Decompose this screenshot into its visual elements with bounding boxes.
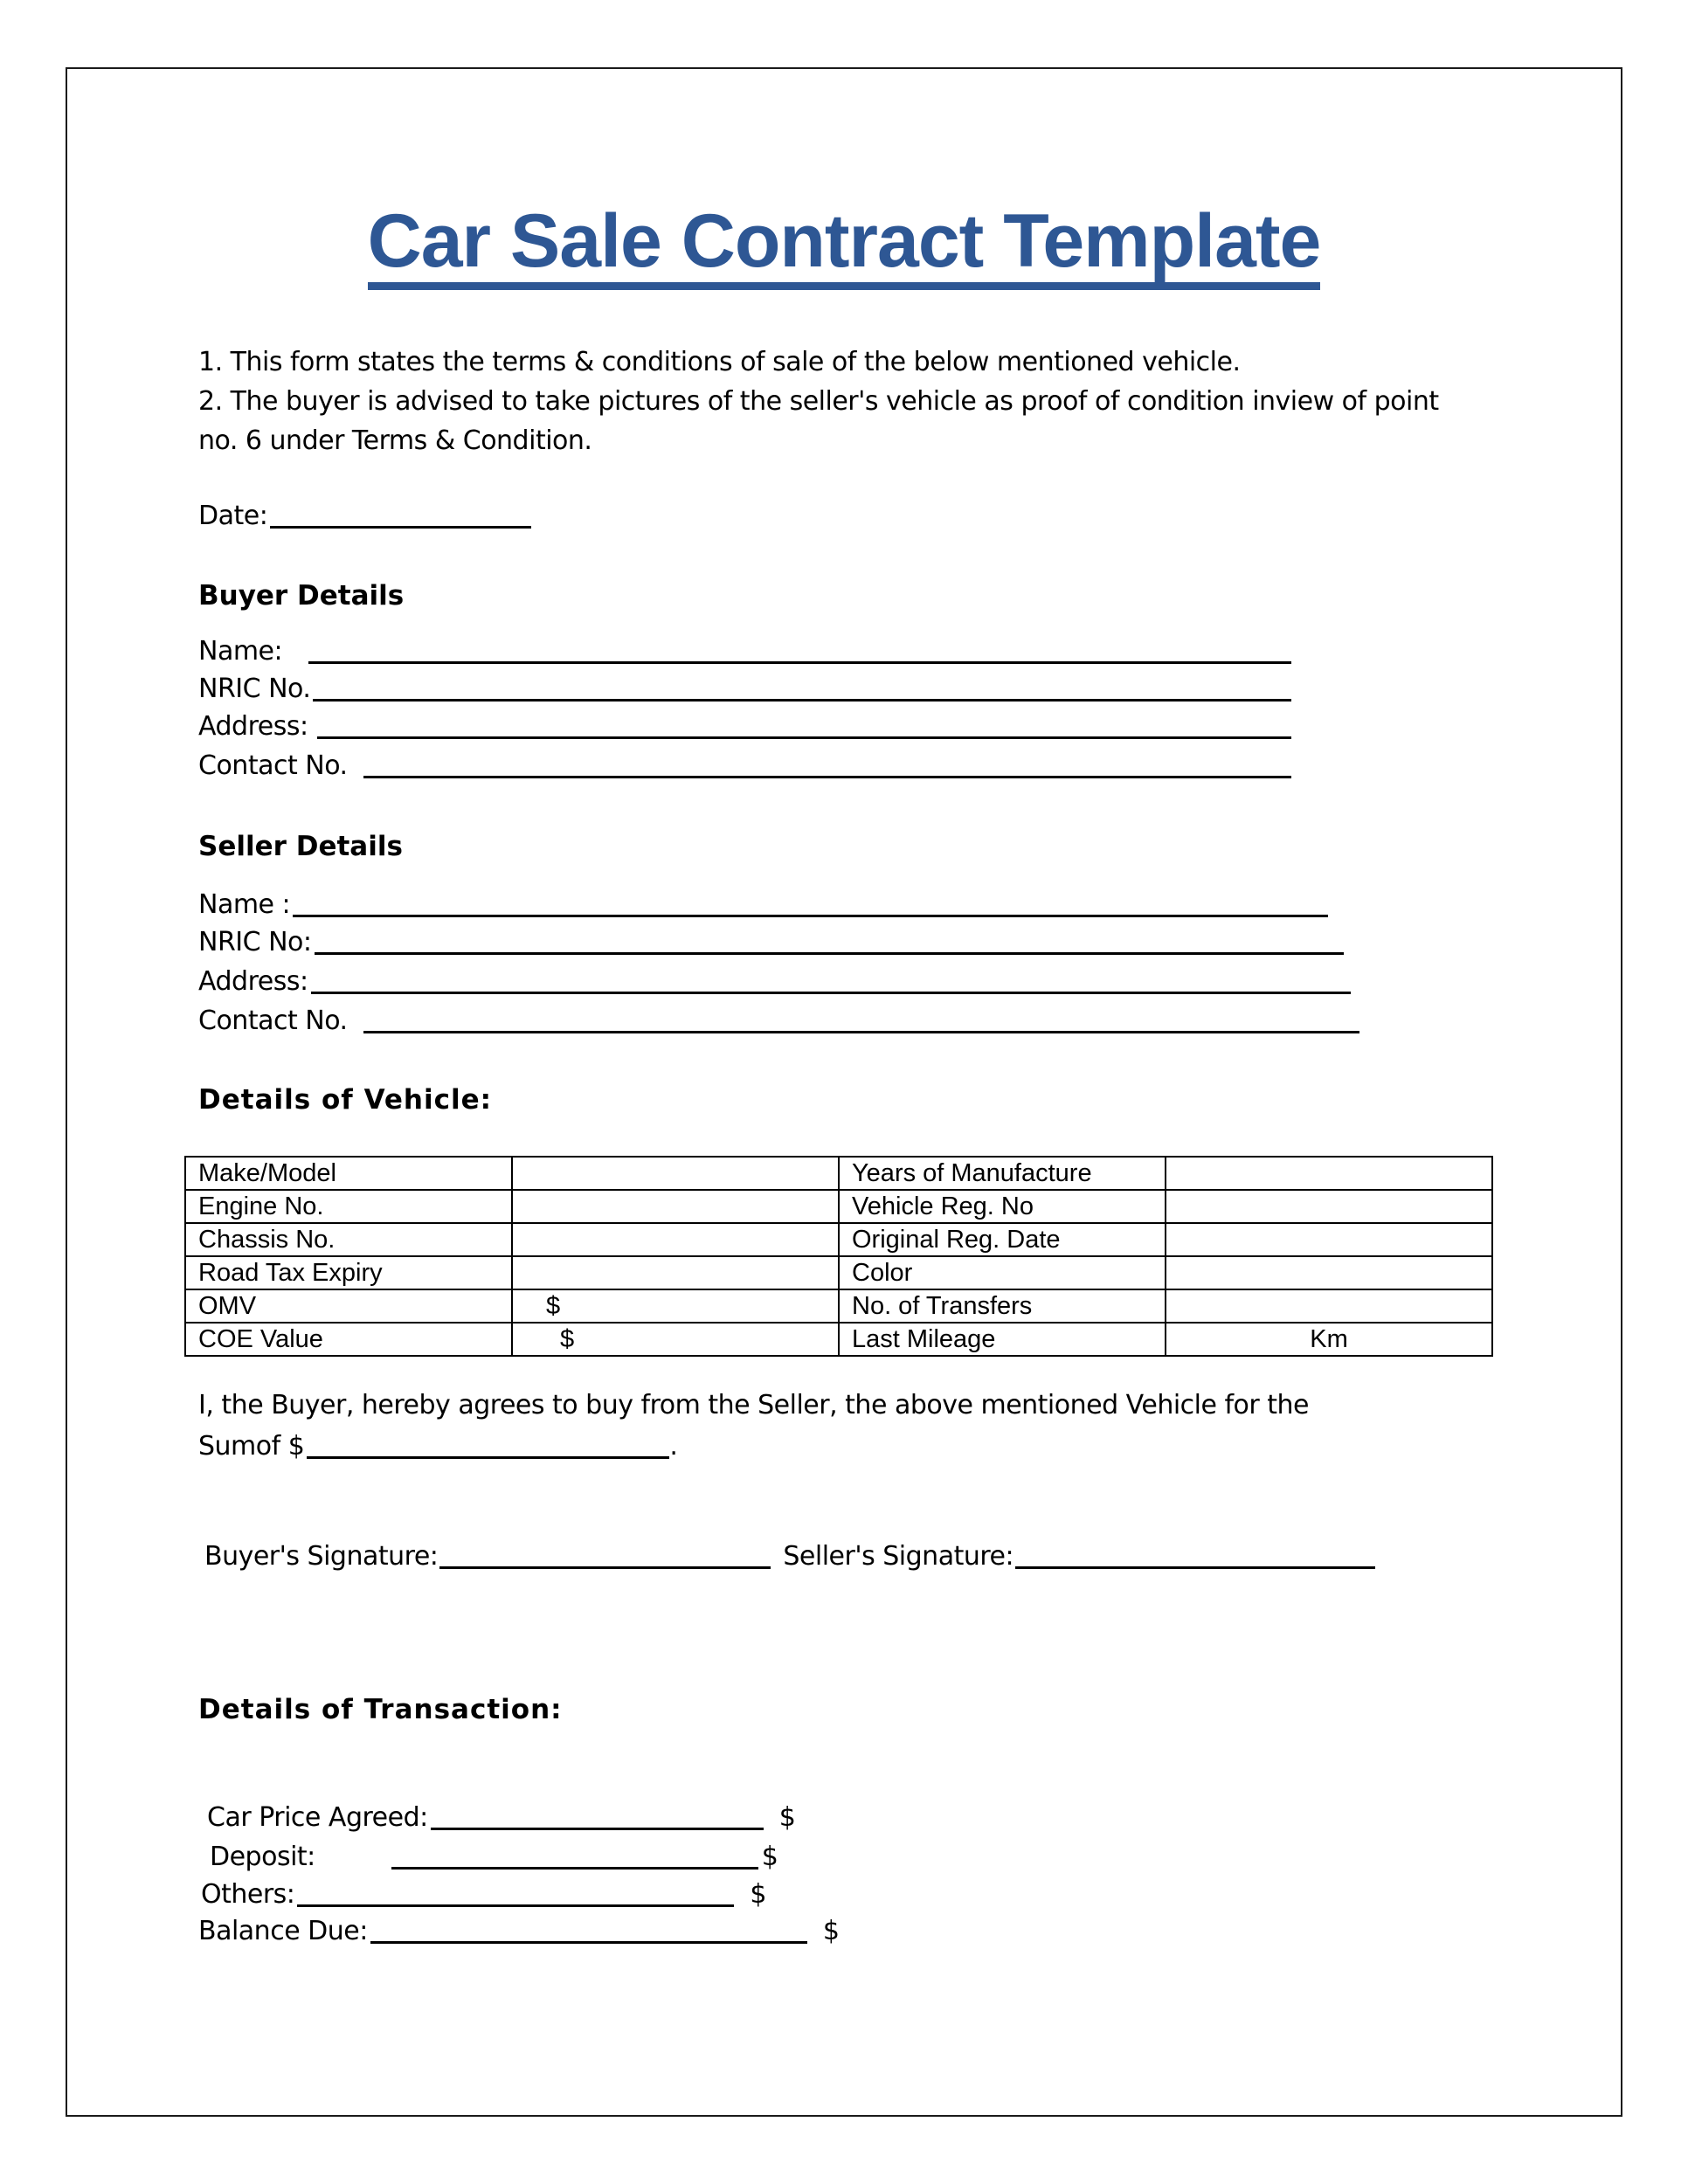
title-container xyxy=(0,199,1688,290)
vehicle-road-tax-label: Road Tax Expiry xyxy=(185,1256,512,1289)
seller-nric-line[interactable] xyxy=(315,952,1344,955)
balance-due-row xyxy=(198,1914,839,1949)
seller-address-label: Address: xyxy=(198,966,308,997)
agreement-line-1 xyxy=(198,1388,1309,1423)
vehicle-omv-value[interactable]: $ xyxy=(512,1289,839,1323)
vehicle-chassis-value[interactable] xyxy=(512,1223,839,1256)
date-row xyxy=(198,499,531,534)
buyer-name-label: Name: xyxy=(198,636,283,667)
intro-line-1: 1. This form states the terms & conditions of sale of the below mentioned vehicle. xyxy=(198,347,1241,377)
vehicle-reg-no-value[interactable] xyxy=(1166,1190,1492,1223)
buyer-address-line[interactable] xyxy=(317,736,1291,739)
seller-contact-row xyxy=(198,1004,1359,1039)
agreement-line-2 xyxy=(198,1429,677,1464)
buyer-contact-row xyxy=(198,749,1291,784)
table-row xyxy=(185,1190,1492,1223)
buyer-contact-label: Contact No. xyxy=(198,750,348,781)
buyer-details-heading: Buyer Details xyxy=(198,580,405,612)
balance-due-line[interactable] xyxy=(370,1941,807,1944)
agreement-text: I, the Buyer, hereby agrees to buy from the Seller, the above mentioned Vehicle for the xyxy=(198,1390,1310,1420)
table-row xyxy=(185,1289,1492,1323)
vehicle-color-label: Color xyxy=(839,1256,1166,1289)
intro-paragraph xyxy=(198,342,1509,460)
car-price-line[interactable] xyxy=(431,1828,764,1830)
vehicle-details-heading: Details of Vehicle: xyxy=(198,1084,493,1116)
table-row xyxy=(185,1157,1492,1190)
seller-name-row xyxy=(198,888,1328,923)
agreement-period: . xyxy=(669,1431,678,1462)
vehicle-make-model-label: Make/Model xyxy=(185,1157,512,1190)
buyer-contact-line[interactable] xyxy=(363,776,1291,778)
seller-nric-row xyxy=(198,925,1344,960)
buyer-nric-line[interactable] xyxy=(313,699,1291,702)
balance-due-label: Balance Due: xyxy=(198,1916,368,1946)
seller-signature-line[interactable] xyxy=(1015,1566,1375,1569)
seller-signature-label: Seller's Signature: xyxy=(783,1541,1014,1572)
buyer-nric-label: NRIC No. xyxy=(198,674,311,704)
seller-address-row xyxy=(198,964,1351,999)
seller-name-line[interactable] xyxy=(293,915,1328,917)
seller-nric-label: NRIC No: xyxy=(198,927,312,957)
seller-details-heading: Seller Details xyxy=(198,831,403,862)
vehicle-color-value[interactable] xyxy=(1166,1256,1492,1289)
buyer-nric-row xyxy=(198,672,1291,707)
vehicle-orig-reg-date-label: Original Reg. Date xyxy=(839,1223,1166,1256)
buyer-name-line[interactable] xyxy=(308,661,1291,664)
vehicle-orig-reg-date-value[interactable] xyxy=(1166,1223,1492,1256)
sum-amount-line[interactable] xyxy=(307,1456,669,1459)
buyer-name-row xyxy=(198,634,1291,669)
vehicle-year-label: Years of Manufacture xyxy=(839,1157,1166,1190)
others-line[interactable] xyxy=(297,1904,734,1907)
transaction-details-heading: Details of Transaction: xyxy=(198,1694,563,1725)
vehicle-table xyxy=(184,1156,1493,1357)
page-title: Car Sale Contract Template xyxy=(368,204,1321,290)
vehicle-make-model-value[interactable] xyxy=(512,1157,839,1190)
vehicle-road-tax-value[interactable] xyxy=(512,1256,839,1289)
deposit-currency: $ xyxy=(761,1842,778,1872)
intro-line-3: no. 6 under Terms & Condition. xyxy=(198,425,592,456)
vehicle-coe-label: COE Value xyxy=(185,1323,512,1356)
vehicle-engine-label: Engine No. xyxy=(185,1190,512,1223)
others-label: Others: xyxy=(201,1879,295,1910)
deposit-row xyxy=(210,1840,778,1875)
vehicle-mileage-label: Last Mileage xyxy=(839,1323,1166,1356)
vehicle-transfers-label: No. of Transfers xyxy=(839,1289,1166,1323)
buyer-address-label: Address: xyxy=(198,711,308,742)
seller-contact-line[interactable] xyxy=(363,1031,1359,1033)
vehicle-engine-value[interactable] xyxy=(512,1190,839,1223)
signatures-row xyxy=(204,1539,1375,1574)
table-row xyxy=(185,1323,1492,1356)
car-price-currency: $ xyxy=(778,1802,796,1833)
agreement-sum-label: Sumof $ xyxy=(198,1431,305,1462)
vehicle-coe-value[interactable]: $ xyxy=(512,1323,839,1356)
others-currency: $ xyxy=(750,1879,767,1910)
vehicle-omv-label: OMV xyxy=(185,1289,512,1323)
intro-line-2: 2. The buyer is advised to take pictures of the seller's vehicle as proof of condition inview of point xyxy=(198,386,1439,417)
vehicle-reg-no-label: Vehicle Reg. No xyxy=(839,1190,1166,1223)
car-price-label: Car Price Agreed: xyxy=(207,1802,428,1833)
car-price-row xyxy=(207,1800,795,1835)
vehicle-chassis-label: Chassis No. xyxy=(185,1223,512,1256)
seller-address-line[interactable] xyxy=(311,992,1351,994)
deposit-line[interactable] xyxy=(391,1867,758,1870)
vehicle-transfers-value[interactable] xyxy=(1166,1289,1492,1323)
vehicle-year-value[interactable] xyxy=(1166,1157,1492,1190)
deposit-label: Deposit: xyxy=(210,1842,315,1872)
others-row xyxy=(201,1877,766,1912)
buyer-address-row xyxy=(198,709,1291,744)
date-field-line[interactable] xyxy=(270,526,531,529)
date-label: Date: xyxy=(198,501,268,531)
seller-contact-label: Contact No. xyxy=(198,1006,348,1036)
table-row xyxy=(185,1223,1492,1256)
table-row xyxy=(185,1256,1492,1289)
seller-name-label: Name : xyxy=(198,889,291,920)
buyer-signature-line[interactable] xyxy=(439,1566,771,1569)
vehicle-mileage-unit: Km xyxy=(1166,1323,1492,1356)
buyer-signature-label: Buyer's Signature: xyxy=(204,1541,439,1572)
balance-due-currency: $ xyxy=(822,1916,840,1946)
